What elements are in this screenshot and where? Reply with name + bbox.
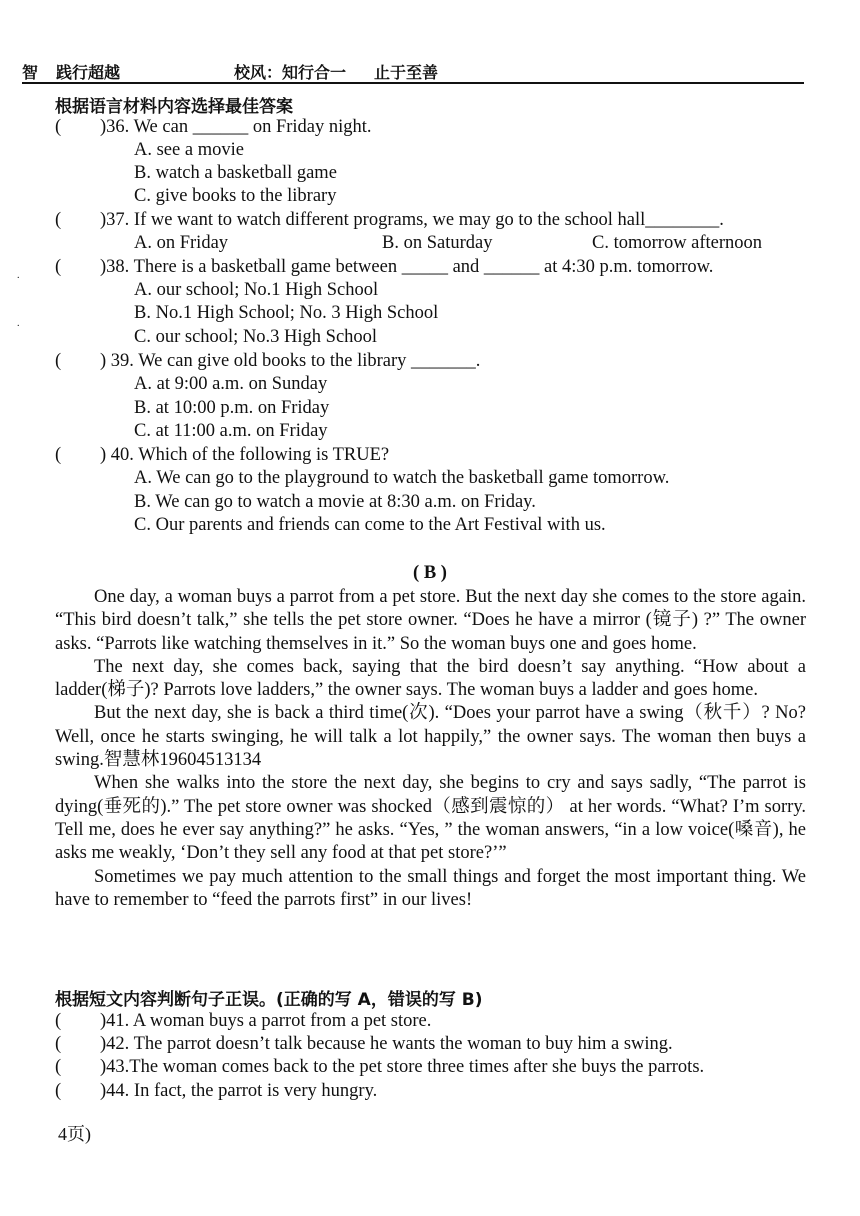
question-36: )36. We can ______ on Friday night.	[100, 117, 372, 137]
q39-option-c: C. at 11:00 a.m. on Friday	[134, 421, 328, 441]
section-c-heading: 根据短文内容判断句子正误。(正确的写 A，错误的写 B)	[55, 990, 483, 1010]
margin-mark: .	[17, 270, 20, 281]
section-a-heading: 根据语言材料内容选择最佳答案	[55, 97, 293, 117]
passage-paragraph: The next day, she comes back, saying that the bird doesn’t say anything. “How about a ladder(梯子)? Parrots love ladders,” the owner says. The woman buys a ladder and goes home.	[55, 656, 806, 701]
header-char: 智	[22, 63, 39, 82]
answer-paren: (	[55, 1057, 62, 1077]
q40-option-c: C. Our parents and friends can come to the Art Festival with us.	[134, 515, 606, 535]
question-43: )43.The woman comes back to the pet store three times after she buys the parrots.	[100, 1057, 705, 1077]
answer-paren: (	[55, 1034, 62, 1054]
page-number: 4页)	[58, 1124, 91, 1144]
q37-option-b: B. on Saturday	[382, 233, 493, 253]
q37-option-a: A. on Friday	[134, 233, 229, 253]
passage-paragraph: When she walks into the store the next day, she begins to cry and says sadly, “The parrot is dying(垂死的).” The pet store owner was shocked（感到震惊的） at her words. “What? I’m sorry. Tell me, does he ever say anything?” he asks. “Yes, ” the woman answers, “in a low voice(嗓音), he asks me weakly, ‘Don’t they sell any food at that pet store?’”	[55, 773, 806, 864]
q39-option-b: B. at 10:00 p.m. on Friday	[134, 398, 330, 418]
header-slogan: 践行超越	[56, 63, 121, 82]
question-37: )37. If we want to watch different programs, we may go to the school hall________.	[100, 210, 724, 230]
passage-paragraph: But the next day, she is back a third time(次). “Does your parrot have a swing（秋千）? No? Well, once he starts swinging, he will talk a lot happily,” the owner says. The woman then buys a swing.智慧林19604513134	[55, 703, 806, 771]
passage-paragraph: Sometimes we pay much attention to the small things and forget the most important thing. We have to remember to “feed the parrots first” in our lives!	[55, 866, 806, 910]
passage-b	[55, 586, 806, 912]
q38-option-c: C. our school; No.3 High School	[134, 327, 378, 347]
answer-paren: (	[55, 445, 62, 465]
question-38: )38. There is a basketball game between _____ and ______ at 4:30 p.m. tomorrow.	[100, 257, 714, 277]
question-40: ) 40. Which of the following is TRUE?	[100, 445, 390, 465]
answer-paren: (	[55, 257, 62, 277]
header-motto-tail: 止于至善	[374, 63, 439, 82]
answer-paren: (	[55, 1011, 62, 1031]
question-39: ) 39. We can give old books to the library _______.	[100, 351, 481, 371]
question-41: )41. A woman buys a parrot from a pet store.	[100, 1011, 432, 1031]
q37-option-c: C. tomorrow afternoon	[592, 233, 763, 253]
answer-paren: (	[55, 210, 62, 230]
q36-option-c: C. give books to the library	[134, 186, 337, 206]
question-42: )42. The parrot doesn’t talk because he wants the woman to buy him a swing.	[100, 1034, 673, 1054]
answer-paren: (	[55, 1081, 62, 1101]
passage-b-title: ( B )	[413, 563, 447, 583]
q38-option-b: B. No.1 High School; No. 3 High School	[134, 303, 439, 323]
header-motto-label: 校风：知行合一	[234, 63, 347, 82]
q36-option-b: B. watch a basketball game	[134, 163, 337, 183]
question-44: )44. In fact, the parrot is very hungry.	[100, 1081, 378, 1101]
answer-paren: (	[55, 117, 62, 137]
answer-paren: (	[55, 351, 62, 371]
passage-paragraph: One day, a woman buys a parrot from a pet store. But the next day she comes to the store again. “This bird doesn’t talk,” she tells the pet store owner. “Does he have a mirror (镜子) ?” The owner asks. “Parrots like watching themselves in it.” So the woman buys one and goes home.	[55, 587, 806, 654]
q39-option-a: A. at 9:00 a.m. on Sunday	[134, 374, 328, 394]
margin-mark: .	[17, 318, 20, 329]
q40-option-b: B. We can go to watch a movie at 8:30 a.m. on Friday.	[134, 492, 536, 512]
q38-option-a: A. our school; No.1 High School	[134, 280, 379, 300]
q36-option-a: A. see a movie	[134, 140, 244, 160]
q40-option-a: A. We can go to the playground to watch the basketball game tomorrow.	[134, 468, 670, 488]
page-header	[22, 60, 804, 84]
